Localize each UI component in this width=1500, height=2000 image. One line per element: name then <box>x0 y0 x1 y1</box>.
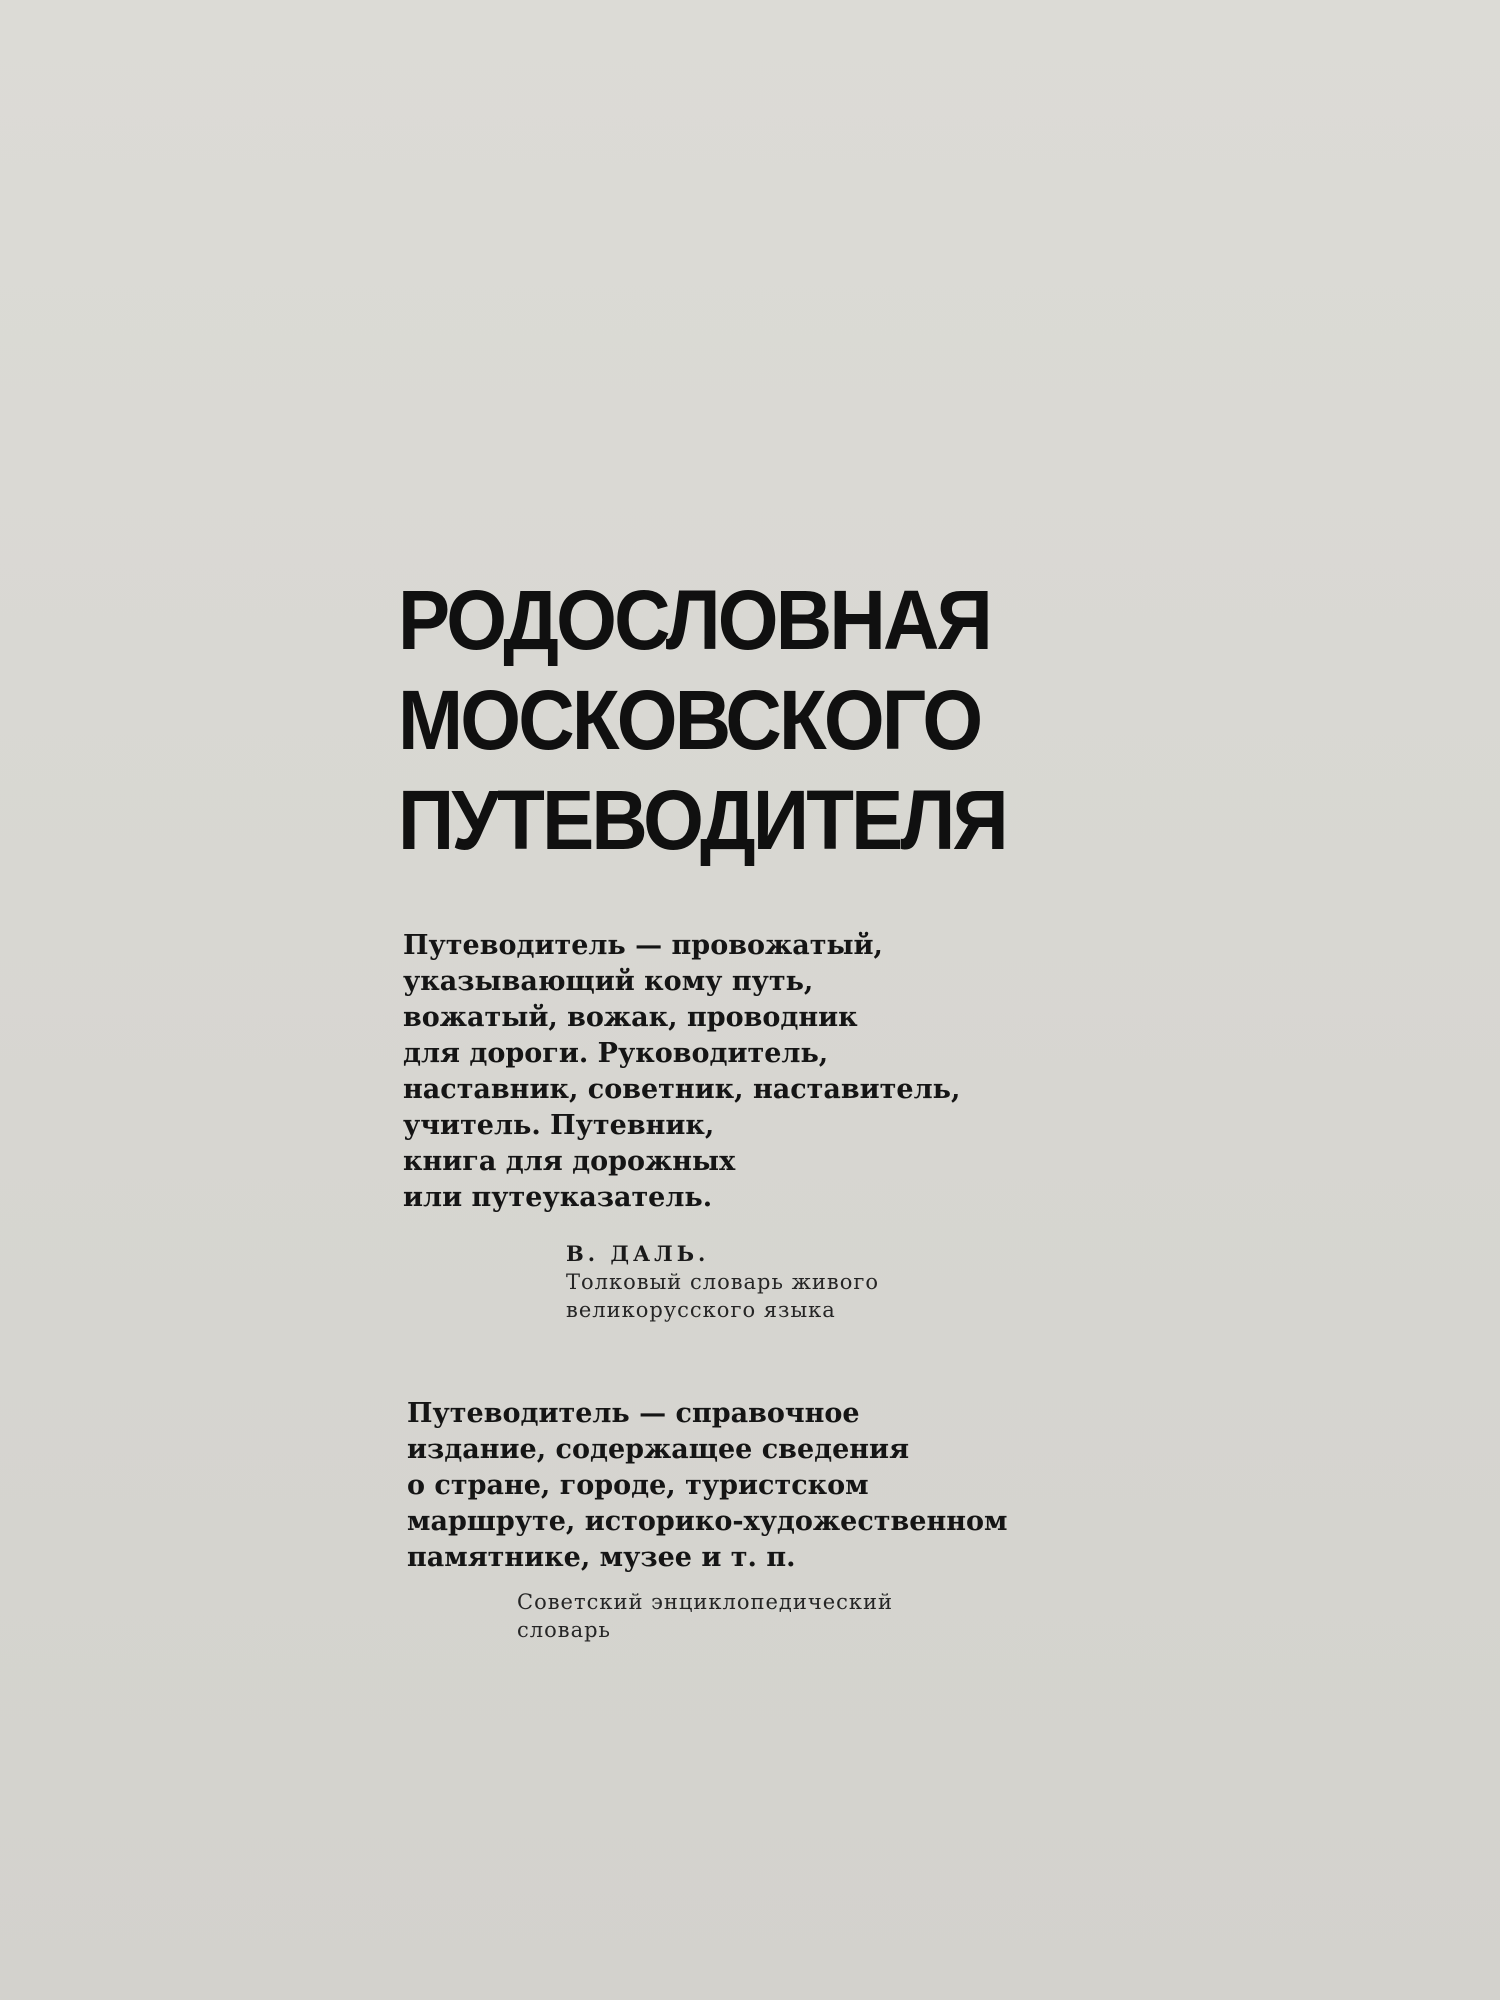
epigraph-line: издание, содержащее сведения <box>407 1434 910 1465</box>
epigraph-line: вожатый, вожак, проводник <box>403 1002 858 1033</box>
epigraph-dal <box>403 928 960 1216</box>
epigraph-dal-attribution <box>566 1240 879 1324</box>
epigraph-line: Путеводитель — справочное <box>407 1398 860 1429</box>
epigraph-line: или путеуказатель. <box>403 1182 713 1213</box>
title-line: РОДОСЛОВНАЯ <box>398 573 990 667</box>
page-title <box>398 570 1006 870</box>
epigraph-line: учитель. Путевник, <box>403 1110 715 1141</box>
title-line: ПУТЕВОДИТЕЛЯ <box>398 773 1006 867</box>
epigraph-line: маршруте, историко-художественном <box>407 1506 1008 1537</box>
title-line: МОСКОВСКОГО <box>398 673 981 767</box>
author-name: В. ДАЛЬ. <box>566 1241 710 1266</box>
source-line: Советский энциклопедический <box>517 1590 894 1614</box>
epigraph-line: для дороги. Руководитель, <box>403 1038 829 1069</box>
epigraph-line: памятнике, музее и т. п. <box>407 1542 796 1573</box>
epigraph-encyclopedia-attribution <box>517 1588 893 1644</box>
source-line: великорусского языка <box>566 1298 836 1322</box>
source-line: Толковый словарь живого <box>566 1270 880 1294</box>
epigraph-line: книга для дорожных <box>403 1146 736 1177</box>
source-line: словарь <box>517 1618 611 1642</box>
epigraph-line: указывающий кому путь, <box>403 966 814 997</box>
epigraph-line: о стране, городе, туристском <box>407 1470 869 1501</box>
epigraph-line: Путеводитель — провожатый, <box>403 930 883 961</box>
epigraph-encyclopedia <box>407 1396 1007 1576</box>
epigraph-line: наставник, советник, наставитель, <box>403 1074 961 1105</box>
